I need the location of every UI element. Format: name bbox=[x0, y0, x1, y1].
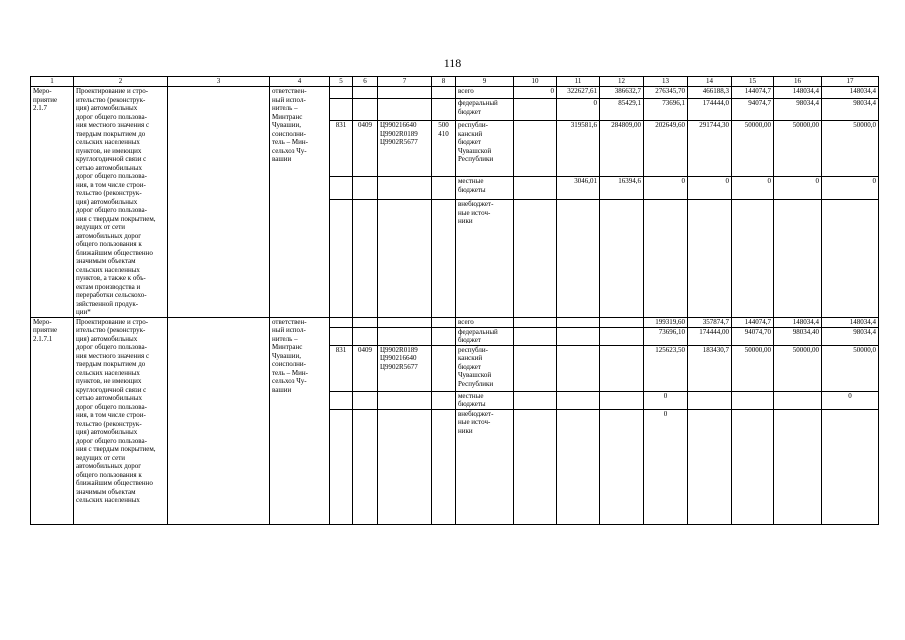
table-cell bbox=[432, 391, 456, 409]
value-cell: 174444,0 bbox=[688, 99, 732, 121]
table-cell bbox=[432, 87, 456, 99]
value-cell: 98034,4 bbox=[822, 99, 879, 121]
value-cell: 144074,7 bbox=[732, 317, 774, 327]
value-cell: 148034,4 bbox=[822, 87, 879, 99]
table-header bbox=[31, 77, 879, 87]
executor-cell: ответствен- ный испол- нитель – Минтранс Чувашии, соисполни- тель – Мин- сельхоз Чу- вашии bbox=[270, 87, 330, 318]
value-cell bbox=[557, 317, 600, 327]
table-cell bbox=[330, 87, 353, 99]
page-number: 118 bbox=[443, 56, 462, 70]
value-cell bbox=[688, 200, 732, 317]
value-cell bbox=[600, 391, 644, 409]
value-cell: 183430,7 bbox=[688, 345, 732, 391]
value-cell: 0 bbox=[644, 177, 688, 200]
table-cell bbox=[378, 327, 432, 345]
value-cell bbox=[557, 200, 600, 317]
value-cell: 50000,0 bbox=[822, 345, 879, 391]
measure-id-cell: Меро- приятие 2.1.7.1 bbox=[31, 317, 74, 524]
value-cell: 291744,30 bbox=[688, 121, 732, 177]
value-cell bbox=[557, 345, 600, 391]
table-cell bbox=[432, 409, 456, 524]
value-cell: 125623,50 bbox=[644, 345, 688, 391]
value-cell bbox=[688, 391, 732, 409]
header-cell: 12 bbox=[600, 77, 644, 87]
budget-table bbox=[30, 76, 879, 525]
value-cell: 276345,70 bbox=[644, 87, 688, 99]
funding-source-cell: республи- канский бюджет Чувашской Республики bbox=[456, 345, 514, 391]
value-cell bbox=[822, 409, 879, 524]
value-cell bbox=[600, 409, 644, 524]
value-cell bbox=[600, 317, 644, 327]
value-cell: 98034,4 bbox=[822, 327, 879, 345]
measure-block-2-1-7 bbox=[31, 87, 879, 318]
value-cell: 0 bbox=[774, 177, 822, 200]
value-cell: 50000,0 bbox=[822, 121, 879, 177]
header-cell: 10 bbox=[514, 77, 557, 87]
table-cell bbox=[378, 409, 432, 524]
value-cell: 386632,7 bbox=[600, 87, 644, 99]
table-cell bbox=[378, 177, 432, 200]
table-cell bbox=[432, 177, 456, 200]
value-cell: 0 bbox=[688, 177, 732, 200]
empty-cell bbox=[168, 87, 270, 318]
table-cell bbox=[432, 345, 456, 391]
funding-source-cell: всего bbox=[456, 87, 514, 99]
value-cell: 0 bbox=[822, 391, 879, 409]
value-cell bbox=[514, 345, 557, 391]
value-cell bbox=[514, 391, 557, 409]
value-cell: 50000,00 bbox=[774, 121, 822, 177]
header-row bbox=[31, 77, 879, 87]
header-cell: 1 bbox=[31, 77, 74, 87]
value-cell: 94074,70 bbox=[732, 327, 774, 345]
funding-source-cell: всего bbox=[456, 317, 514, 327]
value-cell: 94074,7 bbox=[732, 99, 774, 121]
funding-source-cell: внебюджет- ные источ- ники bbox=[456, 200, 514, 317]
header-cell: 14 bbox=[688, 77, 732, 87]
value-cell: 202649,60 bbox=[644, 121, 688, 177]
value-cell bbox=[557, 391, 600, 409]
value-cell: 50000,00 bbox=[732, 345, 774, 391]
table-cell bbox=[378, 87, 432, 99]
funding-source-cell: местные бюджеты bbox=[456, 177, 514, 200]
value-cell bbox=[774, 391, 822, 409]
table-cell bbox=[432, 317, 456, 327]
value-cell: 0 bbox=[514, 87, 557, 99]
value-cell bbox=[600, 200, 644, 317]
table-cell bbox=[432, 200, 456, 317]
value-cell: 148034,4 bbox=[774, 317, 822, 327]
table-cell bbox=[432, 99, 456, 121]
table-cell: Ц9902R0189 Ц990216640 Ц9902R5677 bbox=[378, 345, 432, 391]
header-cell: 7 bbox=[378, 77, 432, 87]
header-cell: 2 bbox=[74, 77, 168, 87]
value-cell bbox=[732, 391, 774, 409]
header-cell: 3 bbox=[168, 77, 270, 87]
funding-source-cell: местные бюджеты bbox=[456, 391, 514, 409]
value-cell bbox=[557, 409, 600, 524]
table-cell bbox=[378, 317, 432, 327]
value-cell: 3046,01 bbox=[557, 177, 600, 200]
value-cell: 98034,40 bbox=[774, 327, 822, 345]
value-cell bbox=[514, 177, 557, 200]
value-cell: 50000,00 bbox=[732, 121, 774, 177]
header-cell: 13 bbox=[644, 77, 688, 87]
measure-block-2-1-7-1 bbox=[31, 317, 879, 524]
table-cell bbox=[432, 327, 456, 345]
table-cell: 831 bbox=[330, 345, 353, 391]
value-cell bbox=[732, 200, 774, 317]
value-cell bbox=[514, 317, 557, 327]
value-cell: 322627,61 bbox=[557, 87, 600, 99]
funding-source-cell: республи- канский бюджет Чувашской Республики bbox=[456, 121, 514, 177]
measure-description-cell: Проектирование и стро- ительство (реконструк- ция) автомобильных дорог общего пользова- ния местного значения с твердым покрытием до сельских населенных пунктов, не имеющих круглогодичной связи с сетью автомобильных дорог общего пользова- ния, в том числе строи- тельство (реконструк- ция) автомобильных дорог общего пользова- ния с твердым покрытием, ведущих от сети автомобильных дорог общего пользования к ближайшим общественно значимым объектам сельских населенных bbox=[74, 317, 168, 524]
value-cell bbox=[557, 327, 600, 345]
table-cell bbox=[353, 327, 378, 345]
table-row bbox=[31, 87, 879, 99]
table-cell bbox=[353, 99, 378, 121]
table-cell: 831 bbox=[330, 121, 353, 177]
header-cell: 6 bbox=[353, 77, 378, 87]
table-cell bbox=[330, 327, 353, 345]
value-cell bbox=[644, 200, 688, 317]
header-cell: 8 bbox=[432, 77, 456, 87]
table-cell bbox=[330, 177, 353, 200]
table-cell bbox=[353, 87, 378, 99]
value-cell: 466188,3 bbox=[688, 87, 732, 99]
value-cell bbox=[600, 345, 644, 391]
header-cell: 5 bbox=[330, 77, 353, 87]
value-cell: 98034,4 bbox=[774, 99, 822, 121]
value-cell bbox=[822, 200, 879, 317]
header-cell: 11 bbox=[557, 77, 600, 87]
value-cell bbox=[514, 327, 557, 345]
table-cell bbox=[378, 99, 432, 121]
value-cell: 0 bbox=[644, 409, 688, 524]
value-cell bbox=[600, 327, 644, 345]
value-cell: 16394,6 bbox=[600, 177, 644, 200]
header-cell: 9 bbox=[456, 77, 514, 87]
value-cell: 50000,00 bbox=[774, 345, 822, 391]
table-cell bbox=[353, 317, 378, 327]
table-cell: Ц990216640 Ц9902R0189 Ц9902R5677 bbox=[378, 121, 432, 177]
value-cell bbox=[688, 409, 732, 524]
header-cell: 15 bbox=[732, 77, 774, 87]
value-cell: 357874,7 bbox=[688, 317, 732, 327]
value-cell bbox=[774, 409, 822, 524]
funding-source-cell: внебюджет- ные источ- ники bbox=[456, 409, 514, 524]
table-row bbox=[31, 317, 879, 327]
table-cell bbox=[330, 200, 353, 317]
value-cell bbox=[514, 200, 557, 317]
value-cell: 0 bbox=[644, 391, 688, 409]
value-cell: 73696,1 bbox=[644, 99, 688, 121]
empty-cell bbox=[168, 317, 270, 524]
table-cell: 0409 bbox=[353, 121, 378, 177]
value-cell: 284809,00 bbox=[600, 121, 644, 177]
measure-id-cell: Меро- приятие 2.1.7 bbox=[31, 87, 74, 318]
value-cell: 0 bbox=[822, 177, 879, 200]
table-cell: 500 410 bbox=[432, 121, 456, 177]
value-cell: 0 bbox=[557, 99, 600, 121]
header-cell: 17 bbox=[822, 77, 879, 87]
value-cell: 148034,4 bbox=[822, 317, 879, 327]
table-cell bbox=[353, 391, 378, 409]
table-cell: 0409 bbox=[353, 345, 378, 391]
value-cell bbox=[514, 121, 557, 177]
funding-source-cell: федеральный бюджет bbox=[456, 327, 514, 345]
table-cell bbox=[353, 409, 378, 524]
value-cell bbox=[514, 99, 557, 121]
header-cell: 16 bbox=[774, 77, 822, 87]
value-cell: 144074,7 bbox=[732, 87, 774, 99]
value-cell bbox=[774, 200, 822, 317]
header-cell: 4 bbox=[270, 77, 330, 87]
table-cell bbox=[353, 177, 378, 200]
table-cell bbox=[330, 317, 353, 327]
table-cell bbox=[330, 391, 353, 409]
table-cell bbox=[330, 99, 353, 121]
value-cell: 73696,10 bbox=[644, 327, 688, 345]
executor-cell: ответствен- ный испол- нитель – Минтранс Чувашии, соисполни- тель – Мин- сельхоз Чу- вашии bbox=[270, 317, 330, 524]
value-cell: 0 bbox=[732, 177, 774, 200]
value-cell bbox=[514, 409, 557, 524]
table-cell bbox=[378, 200, 432, 317]
value-cell bbox=[732, 409, 774, 524]
value-cell: 319581,6 bbox=[557, 121, 600, 177]
funding-source-cell: федеральный бюджет bbox=[456, 99, 514, 121]
value-cell: 148034,4 bbox=[774, 87, 822, 99]
table-cell bbox=[378, 391, 432, 409]
value-cell: 85429,1 bbox=[600, 99, 644, 121]
measure-description-cell: Проектирование и стро- ительство (реконструк- ция) автомобильных дорог общего пользова- ния местного значения с твердым покрытием до сельских населенных пунктов, не имеющих круглогодичной связи с сетью автомобильных дорог общего пользова- ния, в том числе строи- тельство (реконструк- ция) автомобильных дорог общего пользова- ния с твердым покрытием, ведущих от сети автомобильных дорог общего пользования к ближайшим общественно значимым объектам сельских населенных пунктов, а также к объ- ектам производства и переработки сельскохо- зяйственной продук- ции* bbox=[74, 87, 168, 318]
value-cell: 199319,60 bbox=[644, 317, 688, 327]
table-cell bbox=[330, 409, 353, 524]
value-cell: 174444,00 bbox=[688, 327, 732, 345]
table-cell bbox=[353, 200, 378, 317]
